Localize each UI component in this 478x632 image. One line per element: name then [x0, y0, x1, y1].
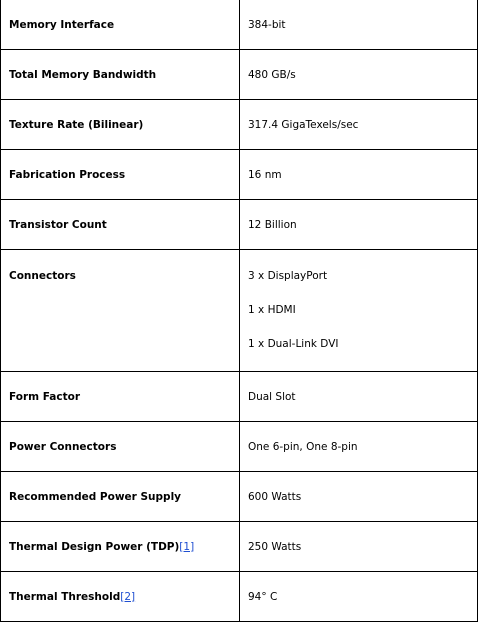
table-row — [1, 50, 478, 100]
spec-value: 16 nm — [240, 150, 478, 200]
table-row — [1, 372, 478, 422]
connector-item: 1 x Dual-Link DVI — [248, 338, 339, 350]
table-row — [1, 200, 478, 250]
spec-label: Transistor Count — [1, 200, 240, 250]
table-row — [1, 572, 478, 622]
table-row — [1, 250, 478, 372]
table-row — [1, 100, 478, 150]
spec-label: Connectors — [1, 250, 240, 372]
spec-label: Thermal Design Power (TDP) — [9, 540, 180, 553]
spec-label: Texture Rate (Bilinear) — [1, 100, 240, 150]
table-row — [1, 150, 478, 200]
spec-label: Power Connectors — [1, 422, 240, 472]
table-row — [1, 422, 478, 472]
table-row — [1, 472, 478, 522]
spec-label: Total Memory Bandwidth — [1, 50, 240, 100]
spec-label: Thermal Threshold — [9, 590, 121, 603]
table-row — [1, 522, 478, 572]
spec-value: 12 Billion — [240, 200, 478, 250]
spec-value: One 6-pin, One 8-pin — [240, 422, 478, 472]
spec-value: 94° C — [240, 572, 478, 622]
spec-value: 317.4 GigaTexels/sec — [240, 100, 478, 150]
spec-label: Fabrication Process — [1, 150, 240, 200]
footnote-link[interactable]: [1] — [179, 540, 195, 553]
connector-item: 3 x DisplayPort — [248, 270, 328, 282]
spec-label: Form Factor — [1, 372, 240, 422]
spec-value: Dual Slot — [240, 372, 478, 422]
spec-value: 480 GB/s — [240, 50, 478, 100]
spec-label-cell — [1, 522, 240, 572]
footnote-link[interactable]: [2] — [120, 590, 136, 603]
table-row — [1, 0, 478, 50]
spec-label-cell — [1, 572, 240, 622]
spec-label: Memory Interface — [1, 0, 240, 50]
spec-value-list — [240, 250, 478, 372]
spec-value: 250 Watts — [240, 522, 478, 572]
spec-value: 384-bit — [240, 0, 478, 50]
spec-label: Recommended Power Supply — [1, 472, 240, 522]
spec-value: 600 Watts — [240, 472, 478, 522]
connector-item: 1 x HDMI — [248, 304, 296, 316]
